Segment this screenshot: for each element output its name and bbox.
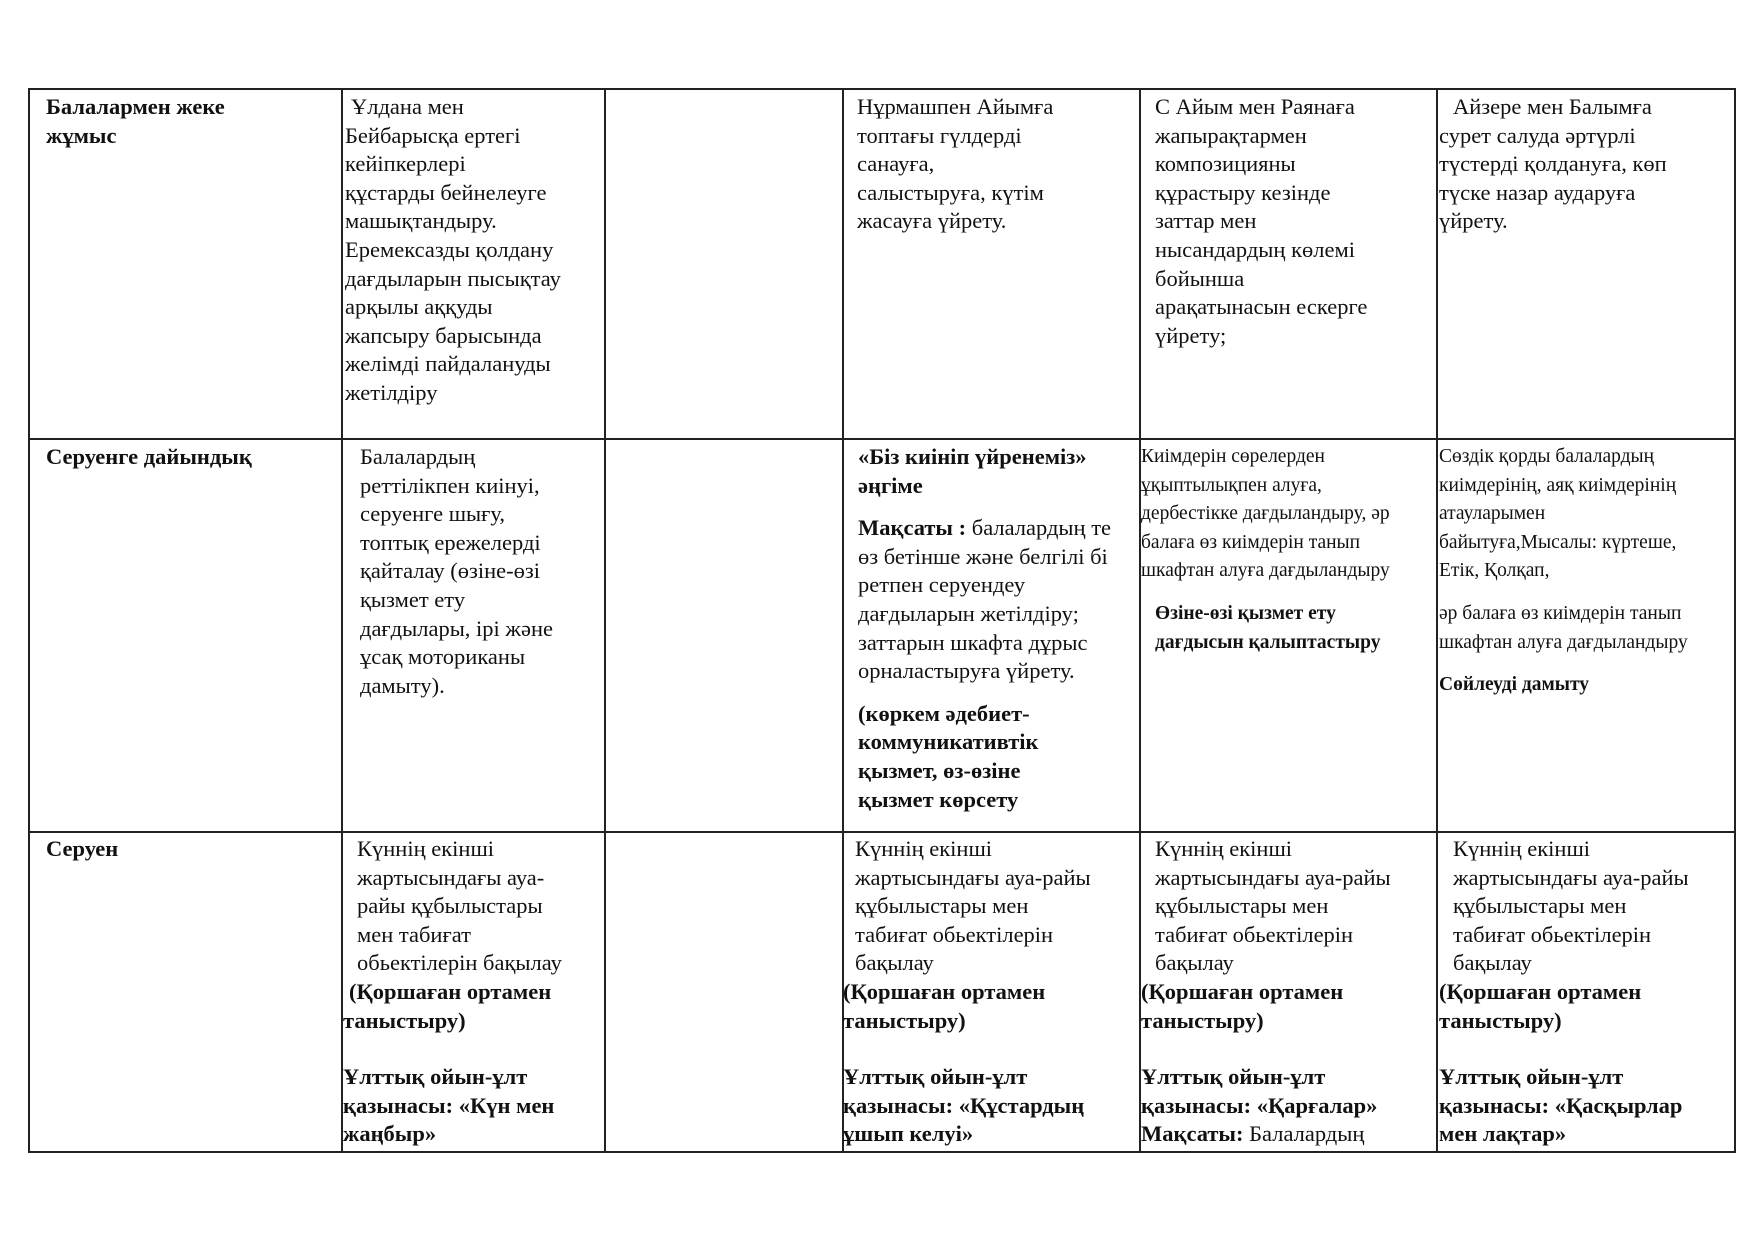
column-divider xyxy=(604,88,606,1153)
walk-preparation-col3: «Біз киініп үйренеміз» әңгіме Мақсаты : балалардың те өз бетінше және белгілі бі ретпен серуендеу дағдыларын жетілдіру; заттарын шкафта дұрыс орналастыруға үйрету. (көркем әдебиет- коммуникативтік қызмет, өз-өзіне қызмет көрсету xyxy=(858,444,1112,812)
individual-work-col3: Нұрмашпен Айымға топтағы гүлдерді санауға, салыстыруға, күтім жасауға үйрету. xyxy=(857,94,1054,234)
row-label-walk: Серуен xyxy=(46,836,119,861)
row-divider xyxy=(28,831,1736,833)
walk-col1: Күннің екінші жартысындағы ауа- райы құбылыстары мен табиғат обьектілерін бақылау (Қоршаған ортамен таныстыру) Ұлттық ойын-ұлт қазынасы: «Күн мен жаңбыр» xyxy=(343,836,562,1147)
table-border-bottom xyxy=(28,1151,1736,1153)
walk-preparation-col4: Киімдерін сөрелерден ұқыптылықпен алуға, дербестікке дағдыландыру, әр балаға өз киімдерін танып шкафтан алуға дағдыландыру Өзіне-өзі қызмет ету дағдысын қалыптастыру xyxy=(1141,446,1390,653)
walk-col3: Күннің екінші жартысындағы ауа-райы құбылыстары мен табиғат обьектілерін бақылау (Қоршаған ортамен таныстыру) Ұлттық ойын-ұлт қазынасы: «Құстардың ұшып келуі» xyxy=(843,836,1091,1147)
table-border-right xyxy=(1734,88,1736,1153)
walk-col5: Күннің екінші жартысындағы ауа-райы құбылыстары мен табиғат обьектілерін бақылау (Қоршаған ортамен таныстыру) Ұлттық ойын-ұлт қазынасы: «Қасқырлар мен лақтар» xyxy=(1439,836,1689,1147)
table-border-left xyxy=(28,88,30,1153)
row-label-individual-work: Балалармен жеке жұмыс xyxy=(46,94,225,148)
table-border-top xyxy=(28,88,1736,90)
walk-col4: Күннің екінші жартысындағы ауа-райы құбылыстары мен табиғат обьектілерін бақылау (Қоршаған ортамен таныстыру) Ұлттық ойын-ұлт қазынасы: «Қарғалар» Мақсаты: Балалардың xyxy=(1141,836,1391,1147)
individual-work-col4: С Айым мен Раянаға жапырақтармен композицияны құрастыру кезінде заттар мен нысандардың көлемі бойынша арақатынасын ескерге үйрету; xyxy=(1155,94,1368,348)
individual-work-col5: Айзере мен Балымға сурет салуда әртүрлі түстерді қолдануға, көп түске назар аударуға үйрету. xyxy=(1439,94,1667,234)
individual-work-col1: Ұлдана мен Бейбарысқа ертегі кейіпкерлері құстарды бейнелеуге машықтандыру. Еремексазды қолдану дағдыларын пысықтау арқылы аққуды жапсыру барысында желімді пайдалануды жетілдіру xyxy=(345,94,561,405)
walk-preparation-col5: Сөздік қорды балалардың киімдерінің, аяқ киімдерінің атауларымен байытуға,Мысалы: күртеше, Етік, Қолқап, әр балаға өз киімдерін танып шкафтан алуға дағдыландыру Сөйлеуді дамыту xyxy=(1439,446,1688,696)
column-divider xyxy=(1436,88,1438,1153)
walk-preparation-col1: Балалардың реттілікпен киінуі, серуенге шығу, топтық ережелерді қайталау (өзіне-өзі қызмет ету дағдылары, ірі және ұсақ моториканы дамыту). xyxy=(360,444,553,698)
row-label-walk-preparation: Серуенге дайындық xyxy=(46,444,252,469)
row-divider xyxy=(28,438,1736,440)
